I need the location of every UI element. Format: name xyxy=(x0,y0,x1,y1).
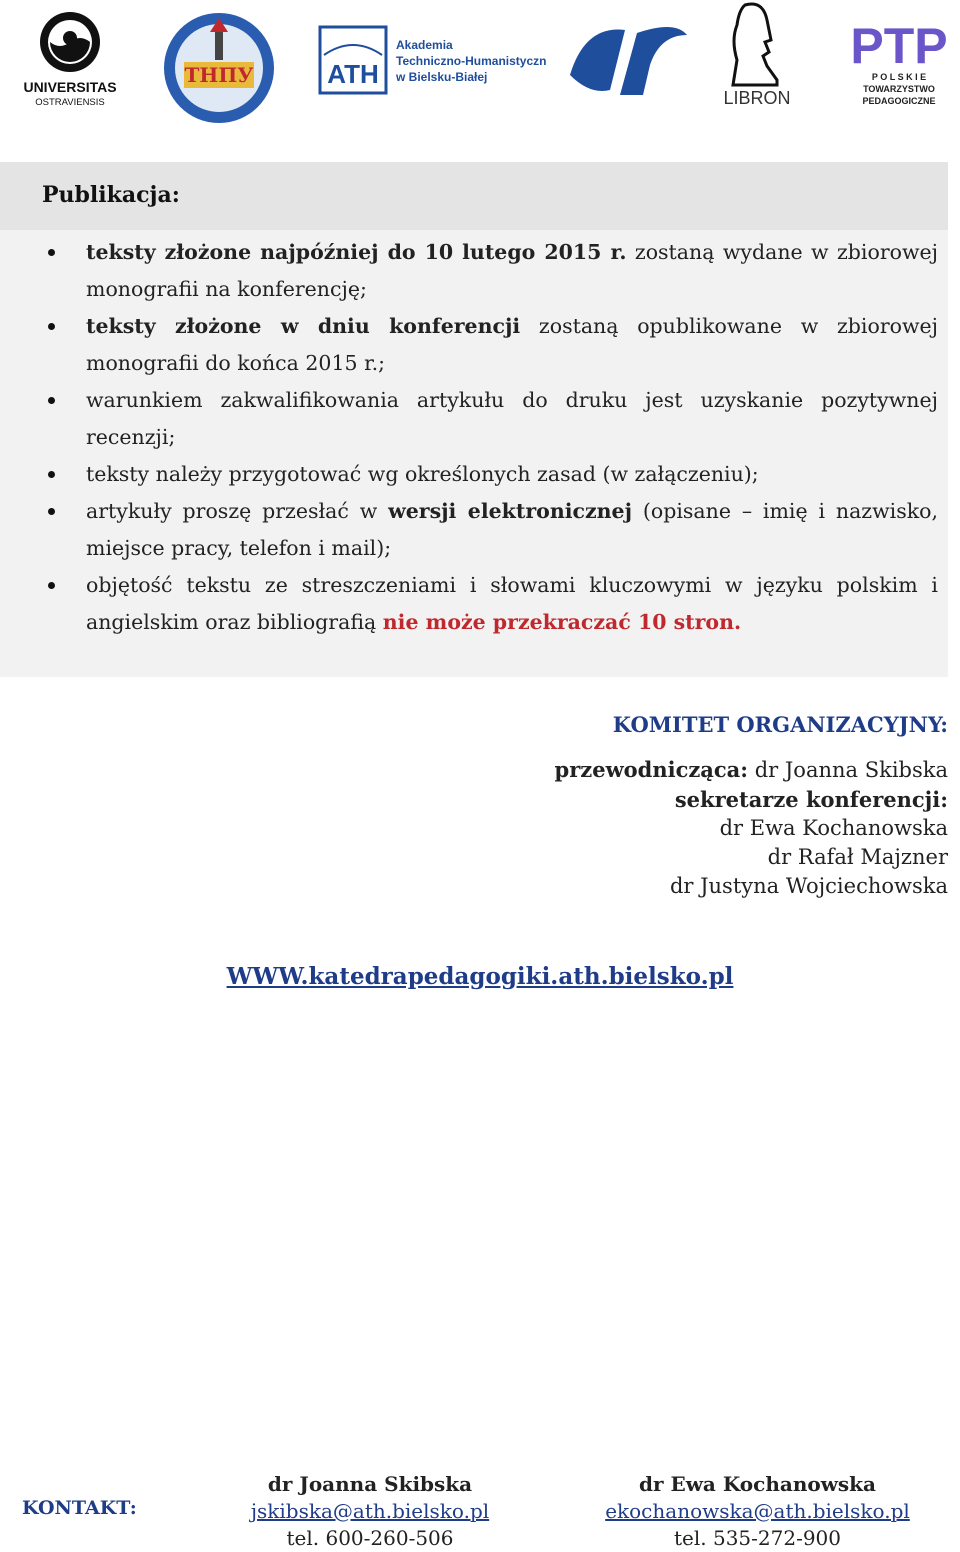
secretary-name: dr Rafał Majzner xyxy=(767,845,948,869)
list-item: warunkiem zakwalifikowania artykułu do druku jest uzyskanie pozytywnej recenzji; xyxy=(0,382,948,456)
contact-name: dr Joanna Skibska xyxy=(267,1472,473,1496)
list-item: teksty należy przygotować wg określonych zasad (w załączeniu); xyxy=(0,456,948,493)
svg-text:Techniczno-Humanistyczna: Techniczno-Humanistyczna xyxy=(396,54,546,68)
publication-list xyxy=(0,234,948,641)
tnpu-university-seal xyxy=(162,10,277,125)
contact-email-link[interactable]: jskibska@ath.bielsko.pl xyxy=(250,1499,490,1523)
svg-text:UNIVERSITAS: UNIVERSITAS xyxy=(23,79,117,95)
bullet-icon xyxy=(48,471,55,478)
publication-section xyxy=(0,162,948,677)
svg-text:OSTRAVIENSIS: OSTRAVIENSIS xyxy=(35,97,105,108)
contact-person xyxy=(240,1471,500,1552)
swoosh-logo xyxy=(565,15,690,105)
contact-label: KONTAKT: xyxy=(22,1497,137,1519)
ptp-logo xyxy=(842,15,957,110)
ath-logo xyxy=(318,25,546,97)
committee-title: KOMITET ORGANIZACYJNY: xyxy=(612,712,948,737)
svg-text:TOWARZYSTWO: TOWARZYSTWO xyxy=(863,84,935,94)
contact-phone: tel. 535-272-900 xyxy=(673,1526,842,1550)
list-item: teksty złożone najpóźniej do 10 lutego 2015 r. zostaną wydane w zbiorowej monografii na konferencję; xyxy=(0,234,948,308)
list-item: objętość tekstu ze streszczeniami i słowami kluczowymi w języku polskim i angielskim oraz bibliografią nie może przekraczać 10 stron. xyxy=(0,567,948,641)
secretaries-label: sekretarze konferencji: xyxy=(674,787,948,812)
svg-text:Akademia: Akademia xyxy=(396,38,453,52)
contact-phone: tel. 600-260-506 xyxy=(286,1526,454,1550)
bullet-icon xyxy=(48,582,55,589)
bullet-icon xyxy=(48,249,55,256)
list-item: artykuły proszę przesłać w wersji elektronicznej (opisane – imię i nazwisko, miejsce pracy, telefon i mail); xyxy=(0,493,948,567)
website-link[interactable]: WWW.katedrapedagogiki.ath.bielsko.pl xyxy=(226,963,734,990)
bullet-icon xyxy=(48,397,55,404)
svg-text:ТНПУ: ТНПУ xyxy=(184,63,254,87)
svg-text:w Bielsku-Białej: w Bielsku-Białej xyxy=(396,70,488,84)
svg-text:LIBRON: LIBRON xyxy=(723,88,791,108)
svg-text:P O L S K I E: P O L S K I E xyxy=(871,72,927,82)
list-item: teksty złożone w dniu konferencji zostaną opublikowane w zbiorowej monografii do końca 2015 r.; xyxy=(0,308,948,382)
libron-logo xyxy=(715,0,800,110)
publication-heading: Publikacja: xyxy=(42,182,180,208)
contact-person xyxy=(595,1471,920,1552)
secretary-name: dr Ewa Kochanowska xyxy=(719,816,948,840)
organizing-committee xyxy=(555,710,948,901)
bullet-icon xyxy=(48,323,55,330)
universitas-ostraviensis-logo xyxy=(20,8,120,108)
committee-chair: przewodnicząca: dr Joanna Skibska xyxy=(554,757,948,782)
svg-text:PEDAGOGICZNE: PEDAGOGICZNE xyxy=(862,96,936,106)
logo-strip xyxy=(0,0,960,120)
svg-text:PTP: PTP xyxy=(850,18,948,74)
contact-name: dr Ewa Kochanowska xyxy=(638,1472,876,1496)
secretary-name: dr Justyna Wojciechowska xyxy=(669,874,948,898)
contact-email-link[interactable]: ekochanowska@ath.bielsko.pl xyxy=(605,1499,910,1523)
publication-header xyxy=(0,162,948,230)
svg-text:ATH: ATH xyxy=(327,59,379,89)
bullet-icon xyxy=(48,508,55,515)
